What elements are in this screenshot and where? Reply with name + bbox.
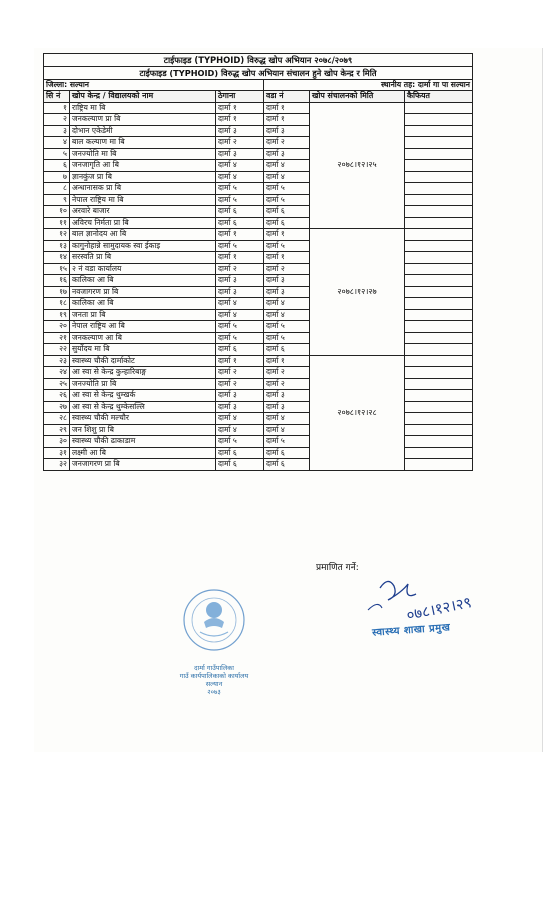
header-ward: वडा नं xyxy=(264,91,310,103)
row-remarks xyxy=(405,160,473,172)
row-ward: दार्मा ६ xyxy=(264,206,310,218)
table-row xyxy=(44,378,473,390)
header-date: खोप संचालनको मिति xyxy=(310,91,405,103)
row-ward: दार्मा ४ xyxy=(264,424,310,436)
table-row xyxy=(44,252,473,264)
row-address: दार्मा ४ xyxy=(216,298,264,310)
row-ward: दार्मा ५ xyxy=(264,240,310,252)
row-name: जनज्योति प्रा बि xyxy=(70,378,216,390)
row-sn: २६ xyxy=(44,390,70,402)
row-name: २ नं वडा कार्यालय xyxy=(70,263,216,275)
municipality-seal xyxy=(176,582,252,658)
row-ward: दार्मा २ xyxy=(264,263,310,275)
table-row xyxy=(44,148,473,160)
table-row xyxy=(44,436,473,448)
row-ward: दार्मा १ xyxy=(264,355,310,367)
row-ward: दार्मा १ xyxy=(264,114,310,126)
document-title: टाईफाइड (TYPHOID) विरुद्ध खोप अभियान २०७८/२०७९ xyxy=(44,54,473,67)
row-remarks xyxy=(405,459,473,471)
row-name: स्वास्थ्य चौकी ढाकाडाम xyxy=(70,436,216,448)
row-remarks xyxy=(405,332,473,344)
row-remarks xyxy=(405,125,473,137)
row-address: दार्मा ३ xyxy=(216,148,264,160)
row-remarks xyxy=(405,344,473,356)
row-remarks xyxy=(405,321,473,333)
row-ward: दार्मा ६ xyxy=(264,217,310,229)
row-ward: दार्मा २ xyxy=(264,137,310,149)
row-remarks xyxy=(405,447,473,459)
table-row xyxy=(44,171,473,183)
row-address: दार्मा १ xyxy=(216,355,264,367)
table-row xyxy=(44,275,473,287)
row-name: जनजागृति आ बि xyxy=(70,160,216,172)
row-name: कालिका आ बि xyxy=(70,298,216,310)
row-name: स्वास्थ्य चौकी दार्माकोट xyxy=(70,355,216,367)
row-sn: १० xyxy=(44,206,70,218)
row-ward: दार्मा ४ xyxy=(264,298,310,310)
row-sn: १३ xyxy=(44,240,70,252)
row-name: जनता प्रा बि xyxy=(70,309,216,321)
row-name: नवजागरण प्रा बि xyxy=(70,286,216,298)
row-name: अविरच निर्मता प्रा बि xyxy=(70,217,216,229)
table-row xyxy=(44,263,473,275)
row-name: ज्ञानकुंज प्रा बि xyxy=(70,171,216,183)
row-remarks xyxy=(405,114,473,126)
row-remarks xyxy=(405,298,473,310)
row-remarks xyxy=(405,206,473,218)
row-ward: दार्मा ६ xyxy=(264,447,310,459)
table-row xyxy=(44,424,473,436)
row-remarks xyxy=(405,240,473,252)
row-address: दार्मा ६ xyxy=(216,206,264,218)
row-name: आ स्वा से केन्द्र थुम्केसल्लि xyxy=(70,401,216,413)
row-remarks xyxy=(405,436,473,448)
vaccination-schedule-table xyxy=(43,53,473,471)
row-ward: दार्मा ४ xyxy=(264,309,310,321)
row-address: दार्मा ४ xyxy=(216,160,264,172)
table-row xyxy=(44,137,473,149)
row-remarks xyxy=(405,413,473,425)
row-remarks xyxy=(405,252,473,264)
table-row xyxy=(44,459,473,471)
row-name: लक्ष्मी आ बि xyxy=(70,447,216,459)
row-date: २०७८।१२।२८ xyxy=(310,355,405,470)
row-remarks xyxy=(405,183,473,195)
row-remarks xyxy=(405,401,473,413)
row-name: स्वास्थ्य चौकी मल्चौर xyxy=(70,413,216,425)
row-sn: ९ xyxy=(44,194,70,206)
row-address: दार्मा १ xyxy=(216,102,264,114)
row-ward: दार्मा ५ xyxy=(264,332,310,344)
row-name: जनकल्याण प्रा बि xyxy=(70,114,216,126)
row-name: राष्ट्रिय मा बि xyxy=(70,102,216,114)
row-ward: दार्मा ६ xyxy=(264,344,310,356)
row-remarks xyxy=(405,367,473,379)
row-name: कालिका आ बि xyxy=(70,275,216,287)
header-remarks: कैफियत xyxy=(405,91,473,103)
row-remarks xyxy=(405,355,473,367)
row-remarks xyxy=(405,390,473,402)
table-row xyxy=(44,401,473,413)
row-address: दार्मा ३ xyxy=(216,390,264,402)
local-level-label: स्थानीय तह: दार्मा गा पा सल्यान xyxy=(264,80,473,91)
row-address: दार्मा ३ xyxy=(216,275,264,287)
row-address: दार्मा २ xyxy=(216,378,264,390)
row-address: दार्मा २ xyxy=(216,367,264,379)
row-sn: २७ xyxy=(44,401,70,413)
row-name: अरवारे बाजार xyxy=(70,206,216,218)
row-remarks xyxy=(405,137,473,149)
row-sn: २१ xyxy=(44,332,70,344)
row-ward: दार्मा ५ xyxy=(264,321,310,333)
signature-date: ०७८।१२।२९ xyxy=(404,593,474,625)
row-remarks xyxy=(405,171,473,183)
row-remarks xyxy=(405,229,473,241)
row-name: कागुनोहान्ने सामुदायक स्वा ईकाइ xyxy=(70,240,216,252)
row-sn: २३ xyxy=(44,355,70,367)
row-name: आ स्वा से केन्द्र कुन्हारिबाङ्ग xyxy=(70,367,216,379)
row-remarks xyxy=(405,217,473,229)
table-row xyxy=(44,102,473,114)
row-sn: ३२ xyxy=(44,459,70,471)
row-address: दार्मा ६ xyxy=(216,217,264,229)
row-date: २०७८।१२।२७ xyxy=(310,229,405,356)
row-ward: दार्मा ३ xyxy=(264,401,310,413)
row-remarks xyxy=(405,378,473,390)
row-address: दार्मा ३ xyxy=(216,401,264,413)
row-address: दार्मा ४ xyxy=(216,309,264,321)
row-address: दार्मा ६ xyxy=(216,447,264,459)
certify-label: प्रमाणित गर्ने: xyxy=(316,563,359,573)
row-address: दार्मा ५ xyxy=(216,183,264,195)
row-address: दार्मा १ xyxy=(216,114,264,126)
table-row xyxy=(44,286,473,298)
row-ward: दार्मा १ xyxy=(264,229,310,241)
row-ward: दार्मा ३ xyxy=(264,275,310,287)
row-ward: दार्मा ५ xyxy=(264,183,310,195)
row-address: दार्मा ५ xyxy=(216,240,264,252)
row-ward: दार्मा १ xyxy=(264,102,310,114)
row-remarks xyxy=(405,309,473,321)
row-sn: ३१ xyxy=(44,447,70,459)
row-sn: १७ xyxy=(44,286,70,298)
row-sn: १६ xyxy=(44,275,70,287)
row-address: दार्मा १ xyxy=(216,229,264,241)
row-remarks xyxy=(405,424,473,436)
table-row xyxy=(44,125,473,137)
row-name: सरस्वति प्रा बि xyxy=(70,252,216,264)
health-chief-stamp: स्वास्थ्य शाखा प्रमुख xyxy=(371,622,451,639)
row-address: दार्मा ६ xyxy=(216,344,264,356)
table-row xyxy=(44,309,473,321)
table-row xyxy=(44,321,473,333)
row-name: जनकल्याण आ बि xyxy=(70,332,216,344)
row-address: दार्मा ५ xyxy=(216,436,264,448)
row-address: दार्मा ३ xyxy=(216,286,264,298)
table-row xyxy=(44,298,473,310)
row-remarks xyxy=(405,102,473,114)
table-row xyxy=(44,160,473,172)
row-remarks xyxy=(405,194,473,206)
row-address: दार्मा ४ xyxy=(216,413,264,425)
table-row xyxy=(44,413,473,425)
row-sn: १ xyxy=(44,102,70,114)
row-name: बाल कल्याण मा बि xyxy=(70,137,216,149)
row-sn: ३ xyxy=(44,125,70,137)
header-address: ठेगाना xyxy=(216,91,264,103)
row-sn: ७ xyxy=(44,171,70,183)
row-ward: दार्मा ४ xyxy=(264,160,310,172)
row-remarks xyxy=(405,275,473,287)
row-address: दार्मा ५ xyxy=(216,321,264,333)
row-sn: १४ xyxy=(44,252,70,264)
row-name: अन्धानासक प्रा बि xyxy=(70,183,216,195)
row-sn: १२ xyxy=(44,229,70,241)
row-ward: दार्मा ५ xyxy=(264,436,310,448)
row-sn: २८ xyxy=(44,413,70,425)
row-name: जन शिशु प्रा बि xyxy=(70,424,216,436)
row-ward: दार्मा ४ xyxy=(264,413,310,425)
row-ward: दार्मा ३ xyxy=(264,148,310,160)
row-name: जनजागरण प्रा बि xyxy=(70,459,216,471)
row-ward: दार्मा ४ xyxy=(264,171,310,183)
row-remarks xyxy=(405,148,473,160)
row-address: दार्मा ५ xyxy=(216,332,264,344)
header-sn: सि नं xyxy=(44,91,70,103)
document-subtitle: टाईफाइड (TYPHOID) विरुद्ध खोप अभियान संचालन हुने खोप केन्द्र र मिति xyxy=(44,67,473,80)
table-row xyxy=(44,229,473,241)
row-sn: २० xyxy=(44,321,70,333)
row-sn: २५ xyxy=(44,378,70,390)
table-row xyxy=(44,183,473,195)
row-ward: दार्मा ५ xyxy=(264,194,310,206)
row-name: आ स्वा से केन्द्र थुम्खर्क xyxy=(70,390,216,402)
row-address: दार्मा २ xyxy=(216,263,264,275)
row-ward: दार्मा ३ xyxy=(264,125,310,137)
row-sn: ६ xyxy=(44,160,70,172)
row-sn: २९ xyxy=(44,424,70,436)
row-sn: २४ xyxy=(44,367,70,379)
row-address: दार्मा १ xyxy=(216,252,264,264)
row-name: नेपाल राष्ट्रिय आ बि xyxy=(70,321,216,333)
table-row xyxy=(44,447,473,459)
row-sn: १५ xyxy=(44,263,70,275)
row-name: नेपाल राष्ट्रिय मा बि xyxy=(70,194,216,206)
table-row xyxy=(44,344,473,356)
district-label: जिल्ला: सल्यान xyxy=(44,80,264,91)
row-sn: ८ xyxy=(44,183,70,195)
row-name: जनज्योति मा बि xyxy=(70,148,216,160)
header-name: खोप केन्द्र / विद्यालयको नाम xyxy=(70,91,216,103)
row-address: दार्मा २ xyxy=(216,137,264,149)
row-address: दार्मा ५ xyxy=(216,194,264,206)
seal-text: दार्मा गाउँपालिका गाउँ कार्यपालिकाको कार्यालय सल्यान २०७३ xyxy=(179,664,249,696)
row-sn: ४ xyxy=(44,137,70,149)
table-row xyxy=(44,194,473,206)
table-row xyxy=(44,390,473,402)
table-row xyxy=(44,355,473,367)
row-remarks xyxy=(405,286,473,298)
row-sn: ३० xyxy=(44,436,70,448)
row-sn: १८ xyxy=(44,298,70,310)
table-header xyxy=(44,91,473,103)
table-row xyxy=(44,206,473,218)
row-name: बाल ज्ञानोदय आ बि xyxy=(70,229,216,241)
row-address: दार्मा ३ xyxy=(216,125,264,137)
row-ward: दार्मा १ xyxy=(264,252,310,264)
table-row xyxy=(44,240,473,252)
row-ward: दार्मा ३ xyxy=(264,286,310,298)
row-sn: ५ xyxy=(44,148,70,160)
row-sn: १९ xyxy=(44,309,70,321)
row-ward: दार्मा ३ xyxy=(264,390,310,402)
row-address: दार्मा ४ xyxy=(216,424,264,436)
table-row xyxy=(44,367,473,379)
row-address: दार्मा ६ xyxy=(216,459,264,471)
table-row xyxy=(44,332,473,344)
table-row xyxy=(44,114,473,126)
row-name: दोभान एकेडेमी xyxy=(70,125,216,137)
row-address: दार्मा ४ xyxy=(216,171,264,183)
table-row xyxy=(44,217,473,229)
row-ward: दार्मा २ xyxy=(264,378,310,390)
row-ward: दार्मा ६ xyxy=(264,459,310,471)
row-sn: २२ xyxy=(44,344,70,356)
row-date: २०७८।१२।२५ xyxy=(310,102,405,229)
row-sn: २ xyxy=(44,114,70,126)
row-name: सुर्योदय मा बि xyxy=(70,344,216,356)
row-sn: ११ xyxy=(44,217,70,229)
row-ward: दार्मा २ xyxy=(264,367,310,379)
row-remarks xyxy=(405,263,473,275)
